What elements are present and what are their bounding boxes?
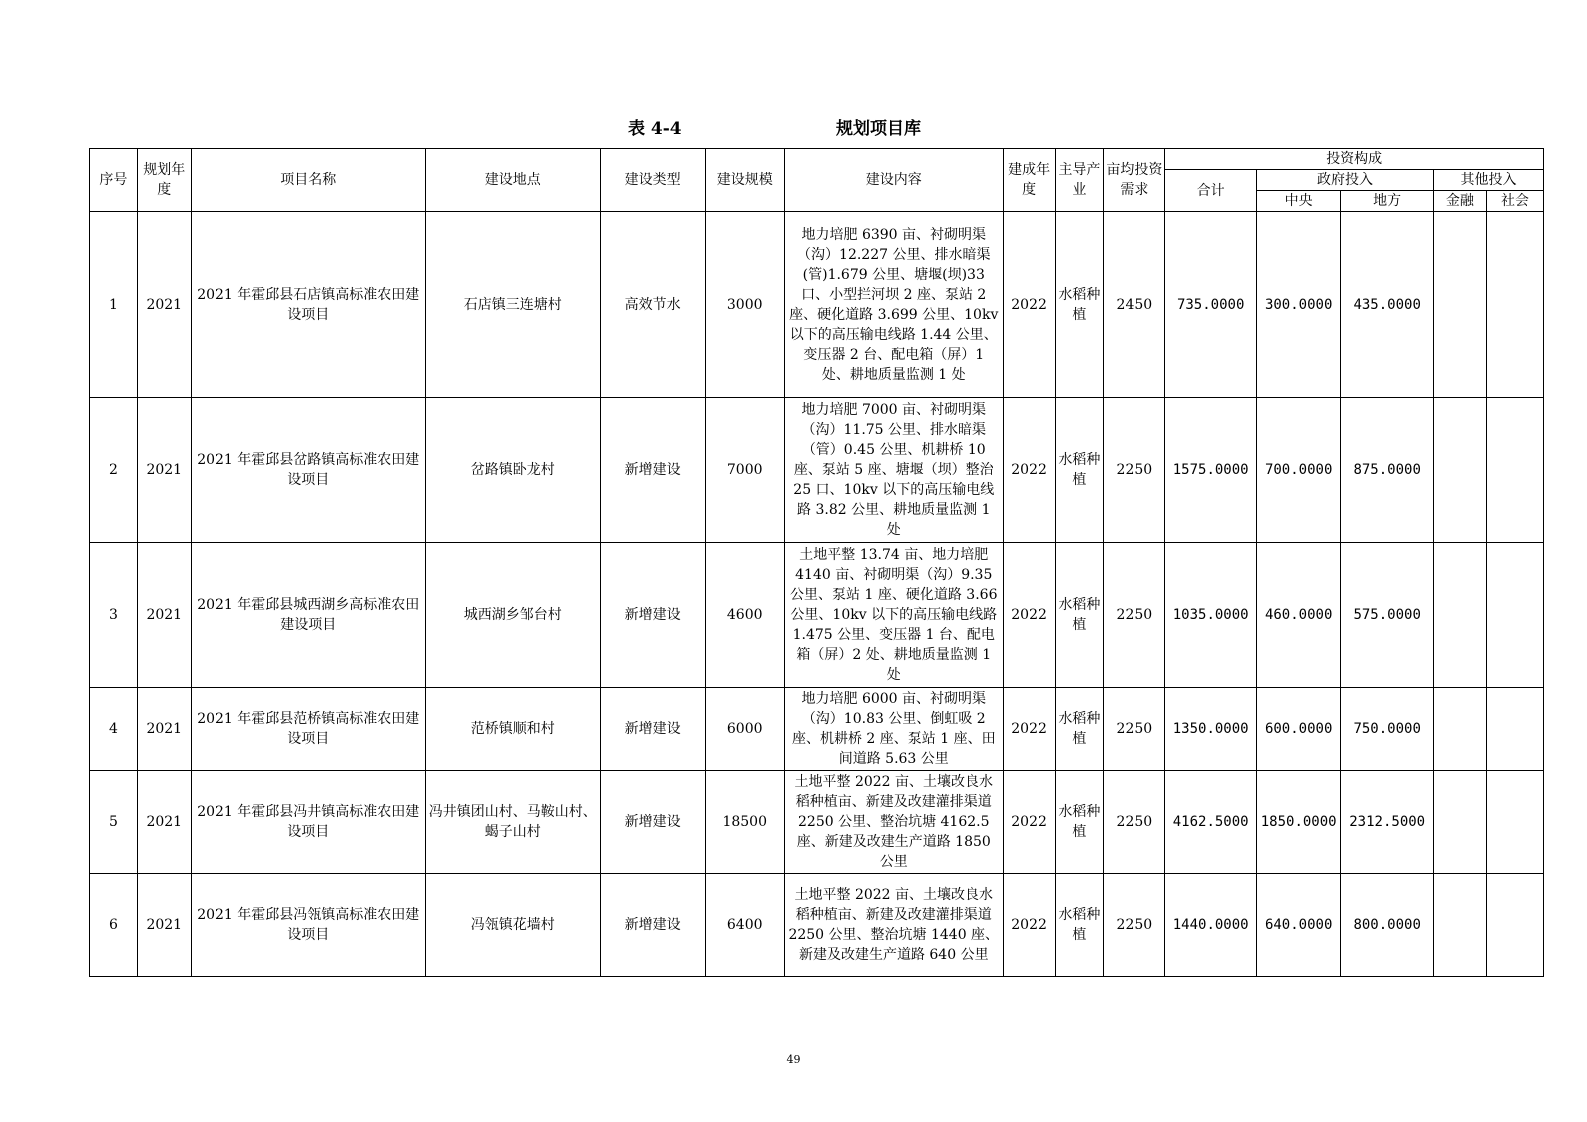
- table-row: [90, 398, 1544, 543]
- table-header: [90, 149, 1544, 212]
- cell-social: [1486, 398, 1543, 543]
- cell-local: 750.0000: [1341, 688, 1434, 771]
- header-other: 其他投入: [1433, 170, 1543, 191]
- cell-per-mu: 2250: [1104, 874, 1165, 977]
- table-row: [90, 543, 1544, 688]
- cell-seq: 2: [90, 398, 138, 543]
- cell-finish-year: 2022: [1003, 874, 1055, 977]
- cell-seq: 4: [90, 688, 138, 771]
- cell-total: 735.0000: [1165, 212, 1257, 398]
- cell-per-mu: 2250: [1104, 688, 1165, 771]
- cell-location: 岔路镇卧龙村: [425, 398, 600, 543]
- cell-type: 高效节水: [600, 212, 705, 398]
- cell-scale: 18500: [705, 771, 784, 874]
- cell-plan-year: 2021: [137, 543, 191, 688]
- cell-plan-year: 2021: [137, 212, 191, 398]
- table-caption: 规划项目库: [836, 119, 921, 139]
- cell-seq: 6: [90, 874, 138, 977]
- cell-scale: 6000: [705, 688, 784, 771]
- header-invest: 投资构成: [1165, 149, 1544, 170]
- cell-location: 范桥镇顺和村: [425, 688, 600, 771]
- cell-industry: 水稻种植: [1055, 688, 1104, 771]
- cell-finance: [1433, 688, 1486, 771]
- cell-type: 新增建设: [600, 874, 705, 977]
- header-gov: 政府投入: [1256, 170, 1433, 191]
- cell-scale: 4600: [705, 543, 784, 688]
- header-industry: 主导产业: [1055, 149, 1104, 212]
- cell-location: 冯瓴镇花墙村: [425, 874, 600, 977]
- cell-industry: 水稻种植: [1055, 398, 1104, 543]
- cell-central: 700.0000: [1256, 398, 1340, 543]
- cell-name: 2021 年霍邱县范桥镇高标准农田建设项目: [191, 688, 425, 771]
- cell-finish-year: 2022: [1003, 688, 1055, 771]
- header-per-mu: 亩均投资需求: [1104, 149, 1165, 212]
- cell-type: 新增建设: [600, 543, 705, 688]
- cell-social: [1486, 874, 1543, 977]
- cell-seq: 1: [90, 212, 138, 398]
- cell-industry: 水稻种植: [1055, 874, 1104, 977]
- header-scale: 建设规模: [705, 149, 784, 212]
- cell-industry: 水稻种植: [1055, 543, 1104, 688]
- cell-total: 1575.0000: [1165, 398, 1257, 543]
- header-type: 建设类型: [600, 149, 705, 212]
- cell-local: 2312.5000: [1341, 771, 1434, 874]
- cell-finance: [1433, 771, 1486, 874]
- cell-scale: 7000: [705, 398, 784, 543]
- cell-name: 2021 年霍邱县石店镇高标准农田建设项目: [191, 212, 425, 398]
- cell-social: [1486, 543, 1543, 688]
- cell-per-mu: 2250: [1104, 543, 1165, 688]
- cell-name: 2021 年霍邱县冯井镇高标准农田建设项目: [191, 771, 425, 874]
- cell-content: 土地平整 2022 亩、土壤改良水稻种植亩、新建及改建灌排渠道 2250 公里、整治坑塘 4162.5 座、新建及改建生产道路 1850 公里: [784, 771, 1003, 874]
- cell-content: 地力培肥 6390 亩、衬砌明渠（沟）12.227 公里、排水暗渠(管)1.679 公里、塘堰(坝)33 口、小型拦河坝 2 座、泵站 2 座、硬化道路 3.699 公里、10kv 以下的高压输电线路 1.44 公里、变压器 2 台、配电箱（屏）1 处、耕地质量监测 1 处: [784, 212, 1003, 398]
- header-finish-year: 建成年度: [1003, 149, 1055, 212]
- table-number: 表 4-4: [628, 119, 682, 139]
- table-row: [90, 212, 1544, 398]
- cell-finance: [1433, 398, 1486, 543]
- table-row: [90, 688, 1544, 771]
- header-central: 中央: [1256, 191, 1340, 212]
- cell-central: 460.0000: [1256, 543, 1340, 688]
- header-location: 建设地点: [425, 149, 600, 212]
- cell-per-mu: 2250: [1104, 771, 1165, 874]
- cell-type: 新增建设: [600, 688, 705, 771]
- cell-central: 600.0000: [1256, 688, 1340, 771]
- cell-finance: [1433, 543, 1486, 688]
- cell-social: [1486, 688, 1543, 771]
- cell-total: 4162.5000: [1165, 771, 1257, 874]
- cell-name: 2021 年霍邱县岔路镇高标准农田建设项目: [191, 398, 425, 543]
- cell-social: [1486, 771, 1543, 874]
- header-social: 社会: [1486, 191, 1543, 212]
- cell-finish-year: 2022: [1003, 771, 1055, 874]
- cell-seq: 3: [90, 543, 138, 688]
- cell-total: 1350.0000: [1165, 688, 1257, 771]
- cell-scale: 3000: [705, 212, 784, 398]
- cell-local: 435.0000: [1341, 212, 1434, 398]
- cell-local: 575.0000: [1341, 543, 1434, 688]
- cell-content: 地力培肥 6000 亩、衬砌明渠（沟）10.83 公里、倒虹吸 2 座、机耕桥 2 座、泵站 1 座、田间道路 5.63 公里: [784, 688, 1003, 771]
- cell-finish-year: 2022: [1003, 398, 1055, 543]
- cell-finance: [1433, 212, 1486, 398]
- cell-per-mu: 2450: [1104, 212, 1165, 398]
- cell-type: 新增建设: [600, 398, 705, 543]
- cell-finance: [1433, 874, 1486, 977]
- cell-location: 城西湖乡邹台村: [425, 543, 600, 688]
- cell-scale: 6400: [705, 874, 784, 977]
- header-finance: 金融: [1433, 191, 1486, 212]
- cell-seq: 5: [90, 771, 138, 874]
- cell-local: 800.0000: [1341, 874, 1434, 977]
- cell-location: 冯井镇团山村、马鞍山村、蝎子山村: [425, 771, 600, 874]
- cell-central: 1850.0000: [1256, 771, 1340, 874]
- cell-finish-year: 2022: [1003, 212, 1055, 398]
- page-number: 49: [786, 1053, 801, 1066]
- cell-content: 土地平整 2022 亩、土壤改良水稻种植亩、新建及改建灌排渠道 2250 公里、整治坑塘 1440 座、新建及改建生产道路 640 公里: [784, 874, 1003, 977]
- cell-content: 地力培肥 7000 亩、衬砌明渠（沟）11.75 公里、排水暗渠（管）0.45 公里、机耕桥 10 座、泵站 5 座、塘堰（坝）整治 25 口、10kv 以下的高压输电线路 3.82 公里、耕地质量监测 1 处: [784, 398, 1003, 543]
- cell-per-mu: 2250: [1104, 398, 1165, 543]
- cell-location: 石店镇三连塘村: [425, 212, 600, 398]
- cell-central: 640.0000: [1256, 874, 1340, 977]
- table-row: [90, 771, 1544, 874]
- cell-local: 875.0000: [1341, 398, 1434, 543]
- header-seq: 序号: [90, 149, 138, 212]
- table-body: [90, 212, 1544, 977]
- table-row: [90, 874, 1544, 977]
- project-table: [89, 148, 1544, 977]
- cell-name: 2021 年霍邱县冯瓴镇高标准农田建设项目: [191, 874, 425, 977]
- cell-plan-year: 2021: [137, 771, 191, 874]
- cell-plan-year: 2021: [137, 874, 191, 977]
- cell-content: 土地平整 13.74 亩、地力培肥 4140 亩、衬砌明渠（沟）9.35 公里、泵站 1 座、硬化道路 3.66 公里、10kv 以下的高压输电线路 1.475 公里、变压器 1 台、配电箱（屏）2 处、耕地质量监测 1 处: [784, 543, 1003, 688]
- header-content: 建设内容: [784, 149, 1003, 212]
- cell-plan-year: 2021: [137, 398, 191, 543]
- cell-type: 新增建设: [600, 771, 705, 874]
- cell-central: 300.0000: [1256, 212, 1340, 398]
- cell-total: 1440.0000: [1165, 874, 1257, 977]
- header-total: 合计: [1165, 170, 1257, 212]
- cell-industry: 水稻种植: [1055, 212, 1104, 398]
- cell-name: 2021 年霍邱县城西湖乡高标准农田建设项目: [191, 543, 425, 688]
- header-plan-year: 规划年度: [137, 149, 191, 212]
- header-name: 项目名称: [191, 149, 425, 212]
- cell-social: [1486, 212, 1543, 398]
- cell-plan-year: 2021: [137, 688, 191, 771]
- table-title: [0, 114, 1587, 142]
- cell-finish-year: 2022: [1003, 543, 1055, 688]
- header-local: 地方: [1341, 191, 1434, 212]
- cell-total: 1035.0000: [1165, 543, 1257, 688]
- cell-industry: 水稻种植: [1055, 771, 1104, 874]
